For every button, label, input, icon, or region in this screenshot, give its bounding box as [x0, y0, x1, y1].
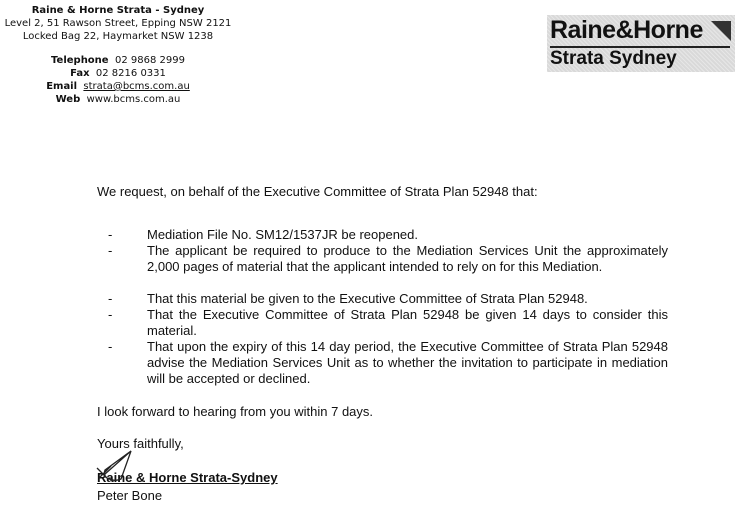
signature-icon	[95, 448, 135, 483]
company-signoff: Raine & Horne Strata-Sydney	[97, 470, 278, 485]
letterhead-web: Web www.bcms.com.au	[55, 94, 181, 105]
list-item: - Mediation File No. SM12/1537JR be reopened.	[108, 227, 418, 242]
salutation: Yours faithfully,	[97, 436, 184, 451]
list-item: - That this material be given to the Executive Committee of Strata Plan 52948.	[108, 291, 588, 306]
letterhead-company: Raine & Horne Strata - Sydney	[31, 5, 205, 16]
letterhead-email: Email strata@bcms.com.au	[46, 81, 190, 92]
list-item: - That upon the expiry of this 14 day period, the Executive Committee of Strata Plan 52948 advise the Mediation Services Unit as to whether the invitation to participate in mediation will be accepted or declined.	[108, 339, 668, 386]
list-item: - That the Executive Committee of Strata Plan 52948 be given 14 days to consider this material.	[108, 307, 668, 338]
intro-paragraph: We request, on behalf of the Executive Committee of Strata Plan 52948 that:	[97, 184, 538, 199]
closing-line: I look forward to hearing from you within 7 days.	[97, 404, 374, 419]
logo-triangle-icon	[711, 21, 731, 41]
letterhead-telephone: Telephone 02 9868 2999	[51, 55, 185, 66]
logo-line2: Strata Sydney	[550, 48, 677, 69]
list-item: - The applicant be required to produce to the Mediation Services Unit the approximately 2,000 pages of material that the applicant intended to rely on for this Mediation.	[108, 243, 668, 274]
company-logo	[547, 15, 735, 72]
email-link[interactable]: strata@bcms.com.au	[83, 81, 190, 92]
letterhead-fax: Fax 02 8216 0331	[70, 68, 166, 79]
letterhead-address1: Level 2, 51 Rawson Street, Epping NSW 2121	[4, 18, 232, 29]
logo-line1: Raine&Horne	[550, 16, 703, 44]
signatory-name: Peter Bone	[97, 488, 163, 503]
letterhead-address2: Locked Bag 22, Haymarket NSW 1238	[22, 31, 214, 42]
